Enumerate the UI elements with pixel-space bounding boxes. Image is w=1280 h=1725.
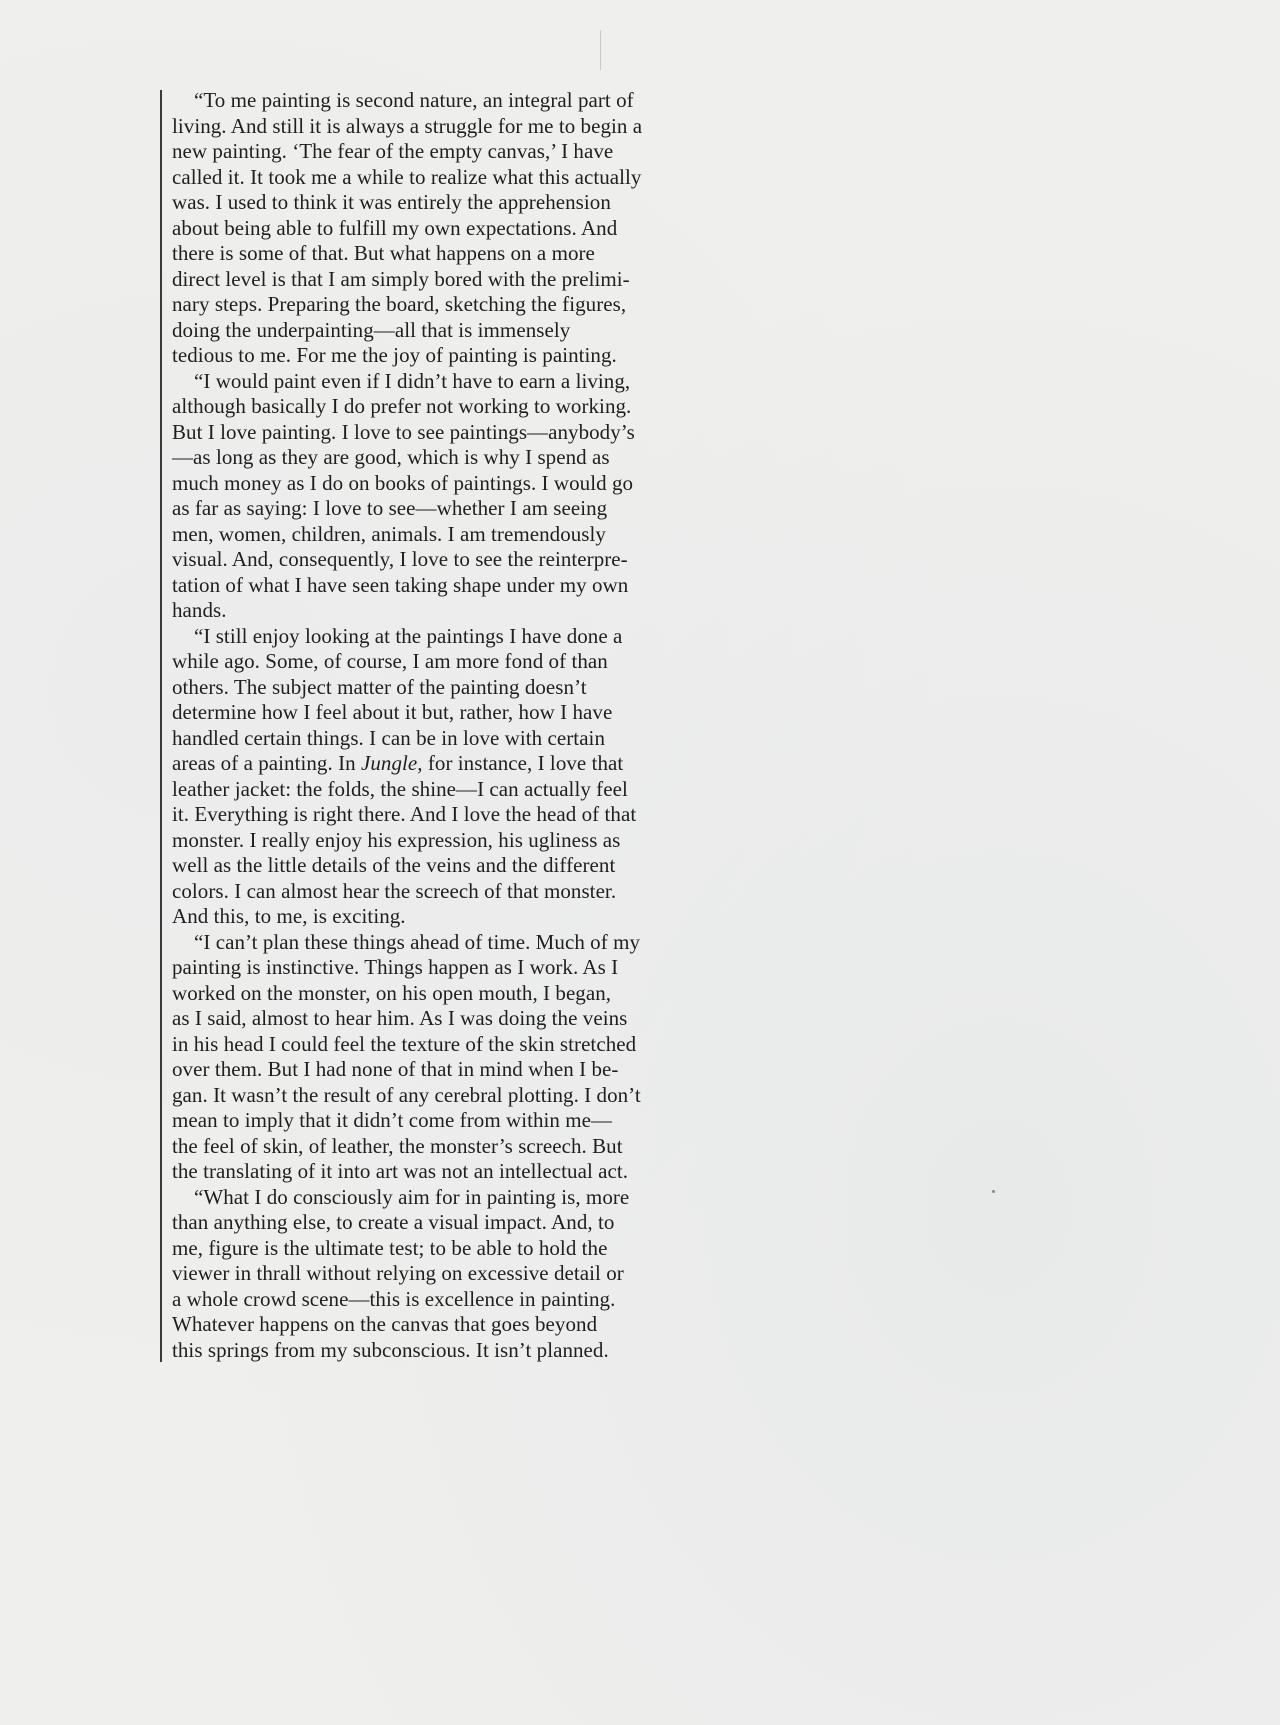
text-fragment: for instance, I love that — [422, 751, 624, 775]
text-line: this springs from my subconscious. It isn’t planned. — [172, 1337, 609, 1362]
text-line: well as the little details of the veins and the different — [172, 853, 616, 877]
text-fragment: areas of a painting. In — [172, 751, 361, 775]
text-line: direct level is that I am simply bored with the prelimi- — [172, 266, 630, 291]
text-line: leather jacket: the folds, the shine—I can actually feel — [172, 776, 628, 801]
text-line: doing the underpainting—all that is immensely — [172, 317, 571, 342]
text-line: “To me painting is second nature, an integral part of — [194, 88, 634, 112]
text-line: was. I used to think it was entirely the apprehension — [172, 190, 611, 214]
text-line: painting is instinctive. Things happen as I work. As I — [172, 955, 619, 979]
text-line: nary steps. Preparing the board, sketching the figures, — [172, 292, 627, 316]
text-line: gan. It wasn’t the result of any cerebral plotting. I don’t — [172, 1082, 641, 1107]
text-line: much money as I do on books of paintings. I would go — [172, 470, 634, 495]
text-line: new painting. ‘The fear of the empty canvas,’ I have — [172, 139, 614, 163]
text-line: as far as saying: I love to see—whether I am seeing — [172, 496, 608, 520]
text-line: me, figure is the ultimate test; to be able to hold the — [172, 1235, 608, 1260]
text-line: mean to imply that it didn’t come from within me— — [172, 1108, 613, 1132]
text-line: while ago. Some, of course, I am more fond of than — [172, 649, 608, 673]
text-line: called it. It took me a while to realize what this actually — [172, 164, 642, 189]
text-line: the feel of skin, of leather, the monster’s screech. But — [172, 1133, 623, 1158]
text-line: viewer in thrall without relying on excessive detail or — [172, 1261, 624, 1285]
text-line: although basically I do prefer not working to working. — [172, 394, 632, 418]
text-line: than anything else, to create a visual impact. And, to — [172, 1210, 615, 1234]
text-line: “I still enjoy looking at the paintings I have done a — [194, 623, 623, 648]
paper-speck — [992, 1190, 995, 1193]
painting-title: Jungle, — [360, 751, 423, 775]
text-line: about being able to fulfill my own expectations. And — [172, 215, 618, 240]
text-line: “I would paint even if I didn’t have to earn a living, — [194, 368, 631, 393]
text-line: the translating of it into art was not an intellectual act. — [172, 1159, 629, 1183]
text-line: But I love painting. I love to see paintings—anybody’s — [172, 419, 635, 444]
paper-speck — [600, 30, 601, 70]
text-line: colors. I can almost hear the screech of that monster. — [172, 878, 617, 903]
text-line: in his head I could feel the texture of the skin stretched — [172, 1031, 637, 1056]
text-line: as I said, almost to hear him. As I was doing the veins — [172, 1006, 628, 1030]
text-line: “I can’t plan these things ahead of time. Much of my — [194, 929, 640, 954]
text-line: it. Everything is right there. And I love the head of that — [172, 802, 637, 826]
text-line: monster. I really enjoy his expression, his ugliness as — [172, 827, 621, 852]
text-line: living. And still it is always a struggle for me to begin a — [172, 113, 643, 138]
text-line: tedious to me. For me the joy of painting is painting. — [172, 343, 617, 367]
text-line: a whole crowd scene—this is excellence in painting. — [172, 1286, 616, 1311]
text-line: tation of what I have seen taking shape under my own — [172, 572, 629, 597]
text-line: men, women, children, animals. I am tremendously — [172, 521, 606, 546]
body-text — [172, 88, 732, 1363]
text-line: hands. — [172, 598, 227, 622]
text-line: And this, to me, is exciting. — [172, 904, 406, 928]
text-line: over them. But I had none of that in mind when I be- — [172, 1057, 619, 1081]
text-line: visual. And, consequently, I love to see the reinterpre- — [172, 547, 628, 571]
text-line: —as long as they are good, which is why I spend as — [172, 445, 610, 469]
text-line: worked on the monster, on his open mouth, I began, — [172, 980, 612, 1005]
text-line — [172, 751, 732, 777]
text-line: Whatever happens on the canvas that goes beyond — [172, 1312, 598, 1336]
margin-rule — [160, 90, 162, 1362]
text-line: “What I do consciously aim for in painting is, more — [194, 1184, 630, 1209]
text-line: determine how I feel about it but, rather, how I have — [172, 700, 613, 724]
text-line: others. The subject matter of the painting doesn’t — [172, 674, 587, 699]
text-line: there is some of that. But what happens on a more — [172, 241, 595, 265]
text-line: handled certain things. I can be in love with certain — [172, 725, 605, 750]
